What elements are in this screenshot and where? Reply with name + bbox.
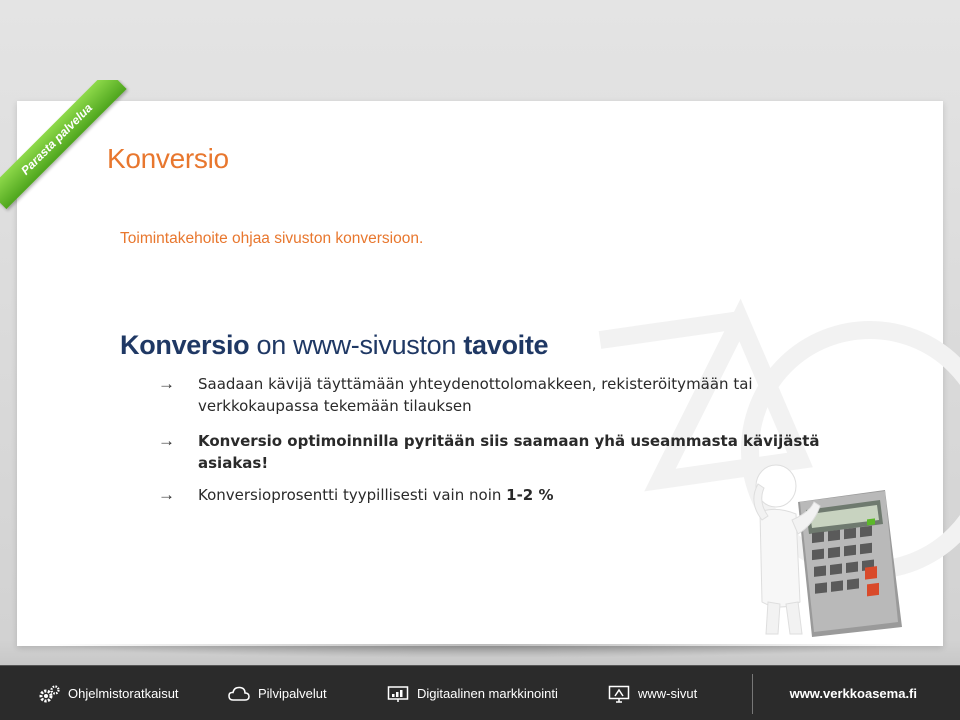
bullet-text: Konversio optimoinnilla pyritään siis saamaan yhä useammasta kävijästä asiakas! — [198, 432, 820, 472]
gears-icon — [38, 685, 60, 703]
calculator-figure-illustration — [740, 462, 910, 637]
footer-item-digitaalinen-markkinointi[interactable] — [387, 666, 558, 720]
footer-item-ohjelmistoratkaisut[interactable] — [38, 666, 179, 720]
section-heading — [120, 330, 548, 361]
arrow-icon: → — [158, 485, 175, 504]
panel-shadow — [40, 644, 920, 658]
footer-item-pilvipalvelut[interactable] — [228, 666, 327, 720]
arrow-icon: → — [158, 374, 175, 393]
footer-label: Ohjelmistoratkaisut — [68, 686, 179, 701]
footer-label: Digitaalinen markkinointi — [417, 686, 558, 701]
bullet-item — [158, 373, 848, 417]
heading-part-1: Konversio — [120, 330, 250, 360]
footer-bar — [0, 665, 960, 720]
bullet-text-b: 1-2 % — [506, 486, 554, 504]
footer-label: Pilvipalvelut — [258, 686, 327, 701]
monitor-icon — [608, 685, 630, 703]
heading-part-2: on www-sivuston — [249, 330, 464, 360]
presentation-icon — [387, 685, 409, 703]
arrow-icon: → — [158, 431, 175, 450]
ribbon-label: Parasta palvelua — [0, 80, 127, 209]
cloud-icon — [228, 685, 250, 703]
bullet-text-a: Konversioprosentti tyypillisesti vain noin — [198, 486, 507, 504]
slide-subtitle: Toimintakehoite ohjaa sivuston konversioon. — [120, 230, 424, 247]
slide-title: Konversio — [107, 143, 229, 174]
bullet-text: Saadaan kävijä täyttämään yhteydenottolomakkeen, rekisteröitymään tai verkkokaupassa tekemään tilauksen — [198, 375, 753, 415]
footer-divider — [752, 674, 753, 714]
footer-site-link[interactable]: www.verkkoasema.fi — [789, 686, 917, 701]
footer-item-www-sivut[interactable] — [608, 666, 697, 720]
footer-label: www-sivut — [638, 686, 698, 701]
heading-part-3: tavoite — [463, 330, 549, 360]
